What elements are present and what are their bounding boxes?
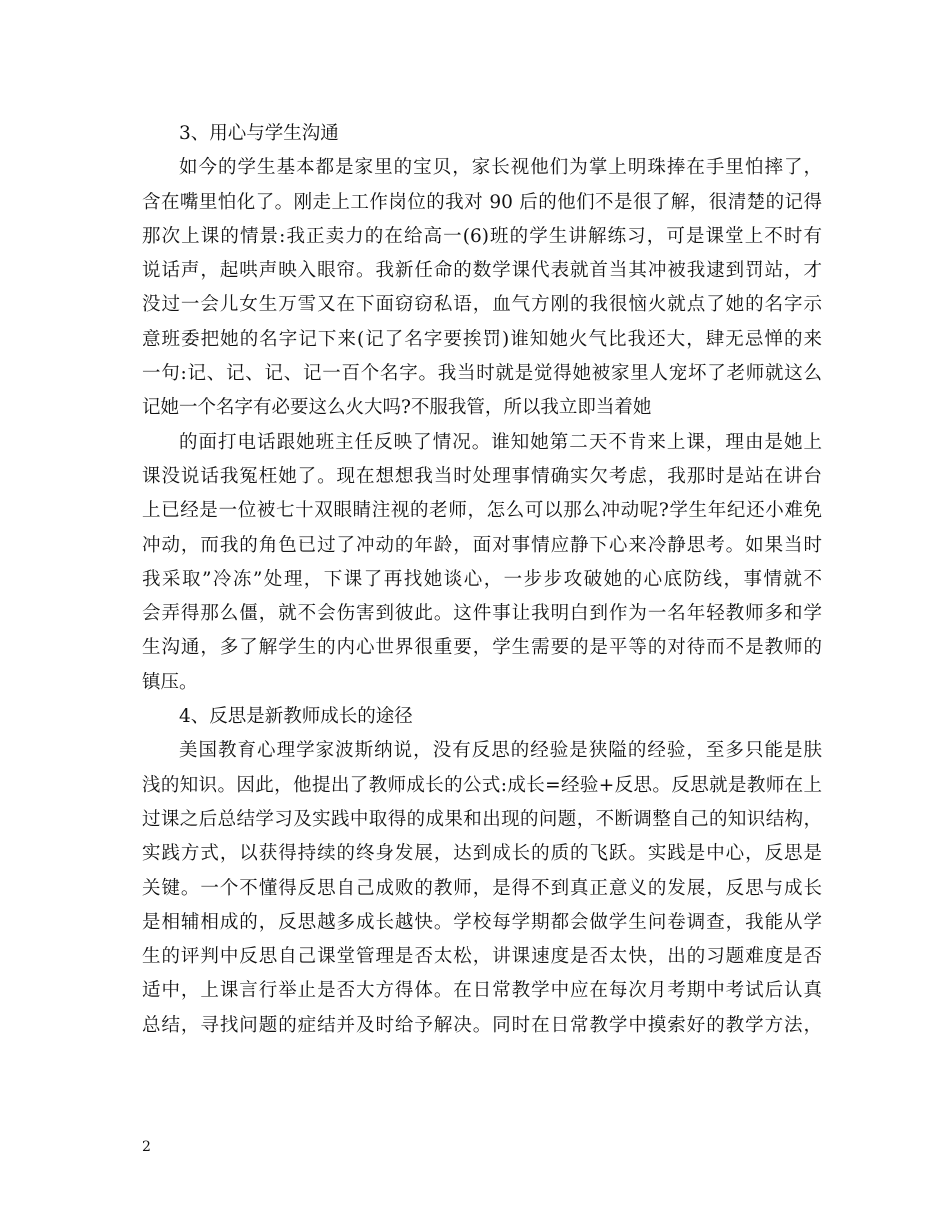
text-line: 我采取”冷冻”处理，下课了再找她谈心，一步步攻破她的心底防线，事情就不	[142, 568, 822, 590]
text-line: 上已经是一位被七十双眼睛注视的老师，怎么可以那么冲动呢?学生年纪还小难免	[142, 500, 822, 522]
text-line: 的面打电话跟她班主任反映了情况。谁知她第二天不肯来上课，理由是她上	[179, 431, 822, 453]
text-line: 过课之后总结学习及实践中取得的成果和出现的问题，不断调整自己的知识结构，	[142, 808, 822, 830]
text-line: 适中，上课言行举止是否大方得体。在日常教学中应在每次月考期中考试后认真	[142, 980, 822, 1002]
text-line: 如今的学生基本都是家里的宝贝，家长视他们为掌上明珠捧在手里怕摔了，	[179, 157, 822, 179]
text-line: 课没说话我冤枉她了。现在想想我当时处理事情确实欠考虑，我那时是站在讲台	[142, 465, 822, 487]
document-body	[142, 117, 822, 1043]
text-line: 生的评判中反思自己课堂管理是否太松，讲课速度是否太快，出的习题难度是否	[142, 946, 822, 968]
text-line: 含在嘴里怕化了。刚走上工作岗位的我对 90 后的他们不是很了解，很清楚的记得	[142, 191, 822, 213]
text-line: 3、用心与学生沟通	[179, 123, 339, 144]
text-line: 实践方式，以获得持续的终身发展，达到成长的质的飞跃。实践是中心，反思是	[142, 843, 822, 865]
text-line: 会弄得那么僵，就不会伤害到彼此。这件事让我明白到作为一名年轻教师多和学	[142, 603, 822, 625]
text-line: 没过一会儿女生万雪又在下面窃窃私语，血气方刚的我很恼火就点了她的名字示	[142, 294, 822, 316]
text-line: 是相辅相成的，反思越多成长越快。学校每学期都会做学生问卷调查，我能从学	[142, 911, 822, 933]
text-line: 意班委把她的名字记下来(记了名字要挨罚)谁知她火气比我还大，肆无忌惮的来	[142, 328, 822, 350]
text-line: 记她一个名字有必要这么火大吗?不服我管，所以我立即当着她	[142, 397, 652, 419]
text-line: 浅的知识。因此，他提出了教师成长的公式:成长=经验+反思。反思就是教师在上	[142, 774, 822, 796]
text-line: 生沟通，多了解学生的内心世界很重要，学生需要的是平等的对待而不是教师的	[142, 637, 822, 659]
text-line: 一句:记、记、记、记一百个名字。我当时就是觉得她被家里人宠坏了老师就这么	[142, 363, 822, 385]
text-line: 关键。一个不懂得反思自己成败的教师，是得不到真正意义的发展，反思与成长	[142, 877, 822, 899]
text-line: 说话声，起哄声映入眼帘。我新任命的数学课代表就首当其冲被我逮到罚站，才	[142, 260, 822, 282]
text-line: 镇压。	[142, 671, 198, 693]
text-line: 总结，寻找问题的症结并及时给予解决。同时在日常教学中摸索好的教学方法，	[142, 1014, 822, 1036]
text-line: 4、反思是新教师成长的途径	[179, 706, 413, 728]
text-line: 那次上课的情景:我正卖力的在给高一(6)班的学生讲解练习，可是课堂上不时有	[142, 225, 822, 247]
text-line: 冲动，而我的角色已过了冲动的年龄，面对事情应静下心来冷静思考。如果当时	[142, 534, 822, 556]
text-line: 美国教育心理学家波斯纳说，没有反思的经验是狭隘的经验，至多只能是肤	[179, 740, 822, 762]
page-number: 2	[142, 1139, 151, 1155]
